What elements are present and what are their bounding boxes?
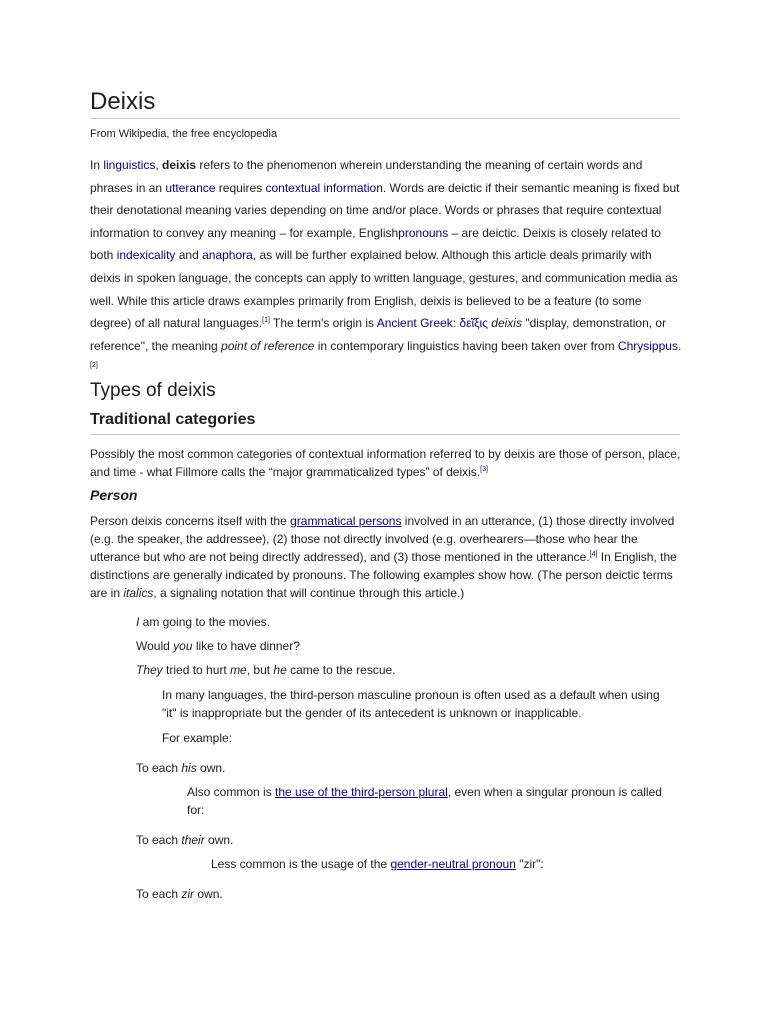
text: , as will be further explained below. Although this article deals primarily with deixis in spoken language, the concepts can apply to written language, gestures, and communication media as well. While this article draws examples primarily from English, deixis is believed to be a feature (to some degree) of all natural languages. <box>90 248 678 331</box>
deictic-term: their <box>181 833 205 847</box>
site-tagline: From Wikipedia, the free encyclopedia <box>90 128 278 140</box>
link-chrysippus[interactable]: Chrysippus <box>617 338 678 353</box>
text: came to the rescue. <box>286 663 396 677</box>
text: Possibly the most common categories of contextual information referred to by deixis are those of person, place, and time - what Fillmore calls the “major grammaticalized types” of deixis. <box>90 447 681 479</box>
deictic-term: I <box>136 615 140 629</box>
text: The term's origin is <box>269 316 377 331</box>
subsection-heading-person: Person <box>90 487 138 503</box>
link-contextual-information[interactable]: contextual information <box>265 180 383 195</box>
text: own. <box>194 887 223 901</box>
link-third-person-plural[interactable]: the use of the third-person plural <box>275 785 448 799</box>
text: like to have dinner? <box>192 639 300 653</box>
text: – are deictic. Deixis is closely related to both <box>90 225 661 263</box>
text: Also common is <box>187 785 276 799</box>
text: In <box>90 158 104 172</box>
text: To each <box>136 761 182 775</box>
text: , a signaling notation that will continue through this article.) <box>153 586 465 600</box>
link-gender-neutral-pronoun[interactable]: gender-neutral pronoun <box>390 857 516 871</box>
link-ancient-greek[interactable]: Ancient Greek <box>376 316 453 331</box>
deictic-term: me <box>230 663 247 677</box>
text: requires <box>215 180 266 195</box>
citation-2[interactable]: [2] <box>90 362 98 370</box>
italic-deixis: deixis <box>491 316 522 331</box>
example-4 <box>136 761 225 775</box>
example-3 <box>136 663 396 677</box>
italic-point-of-reference: point of reference <box>221 338 315 353</box>
note-default-pronoun: In many languages, the third-person masculine pronoun is often used as a default when using "it" is inappropriate but the gender of its antecedent is unknown or inapplicable. <box>162 688 660 720</box>
example-2 <box>136 639 300 653</box>
text: , even when a singular pronoun is called for: <box>187 785 662 817</box>
text: . Words are deictic if their semantic meaning is fixed but their denotational meaning varies depending on time and/or place. Words or phrases that require contextual information to convey any meaning – for example, English <box>90 180 680 240</box>
text: Person deixis concerns itself with the <box>90 514 291 528</box>
note-third-person-plural <box>187 783 667 819</box>
text: Would <box>136 639 174 653</box>
example-6 <box>136 887 223 901</box>
text: Less common is the usage of the <box>211 857 391 871</box>
example-1 <box>136 615 270 629</box>
text: To each <box>136 887 182 901</box>
link-indexicality[interactable]: indexicality <box>116 248 176 263</box>
text: tried to hurt <box>162 663 231 677</box>
note-gender-neutral <box>211 857 544 871</box>
link-grammatical-persons[interactable]: grammatical persons <box>290 514 402 528</box>
deictic-term: you <box>173 639 193 653</box>
deictic-term: his <box>181 761 197 775</box>
term-deixis: deixis <box>162 158 197 172</box>
title-divider <box>90 118 680 119</box>
citation-3[interactable]: [3] <box>480 466 488 473</box>
greek-word[interactable]: δεῖξις <box>459 316 488 331</box>
citation-4[interactable]: [4] <box>589 551 598 558</box>
text: in contemporary linguistics having been taken over from <box>314 338 618 353</box>
text: , <box>155 158 163 172</box>
page-title: Deixis <box>90 88 156 115</box>
text: To each <box>136 833 182 847</box>
link-utterance[interactable]: utterance <box>165 180 216 195</box>
deictic-term: They <box>136 663 163 677</box>
italic-italics: italics <box>123 586 154 600</box>
text: , but <box>246 663 274 677</box>
link-pronouns[interactable]: pronouns <box>398 225 449 240</box>
text: and <box>175 248 203 263</box>
text: am going to the movies. <box>139 615 271 629</box>
text: "zir": <box>515 857 544 871</box>
intro-paragraph <box>90 154 682 380</box>
text: In English, the distinctions are generally indicated by pronouns. The following examples show how. (The person deictic terms are in <box>90 550 677 600</box>
traditional-paragraph <box>90 445 682 481</box>
citation-1[interactable]: [1] <box>262 317 270 325</box>
subsection-divider <box>90 434 680 435</box>
text: own. <box>196 761 226 775</box>
section-heading-types: Types of deixis <box>90 380 216 401</box>
subsection-heading-traditional: Traditional categories <box>90 411 256 428</box>
person-paragraph <box>90 512 684 602</box>
deictic-term: zir <box>181 887 195 901</box>
text: . <box>677 338 682 353</box>
note-for-example: For example: <box>162 731 233 745</box>
text: "display, demonstration, or reference", the meaning <box>90 316 667 353</box>
deictic-term: he <box>273 663 287 677</box>
text: : <box>452 316 460 331</box>
example-5 <box>136 833 233 847</box>
link-linguistics[interactable]: linguistics <box>103 158 156 172</box>
link-anaphora[interactable]: anaphora <box>202 248 253 263</box>
text: own. <box>204 833 234 847</box>
text: refers to the phenomenon wherein understanding the meaning of certain words and phrases in an <box>90 158 643 195</box>
text: involved in an utterance, (1) those directly involved (e.g. the speaker, the addressee), (2) those not directly involved (e.g. overhearers—those who hear the utterance but who are not being directly addressed), and (3) those mentioned in the utterance. <box>90 514 675 564</box>
